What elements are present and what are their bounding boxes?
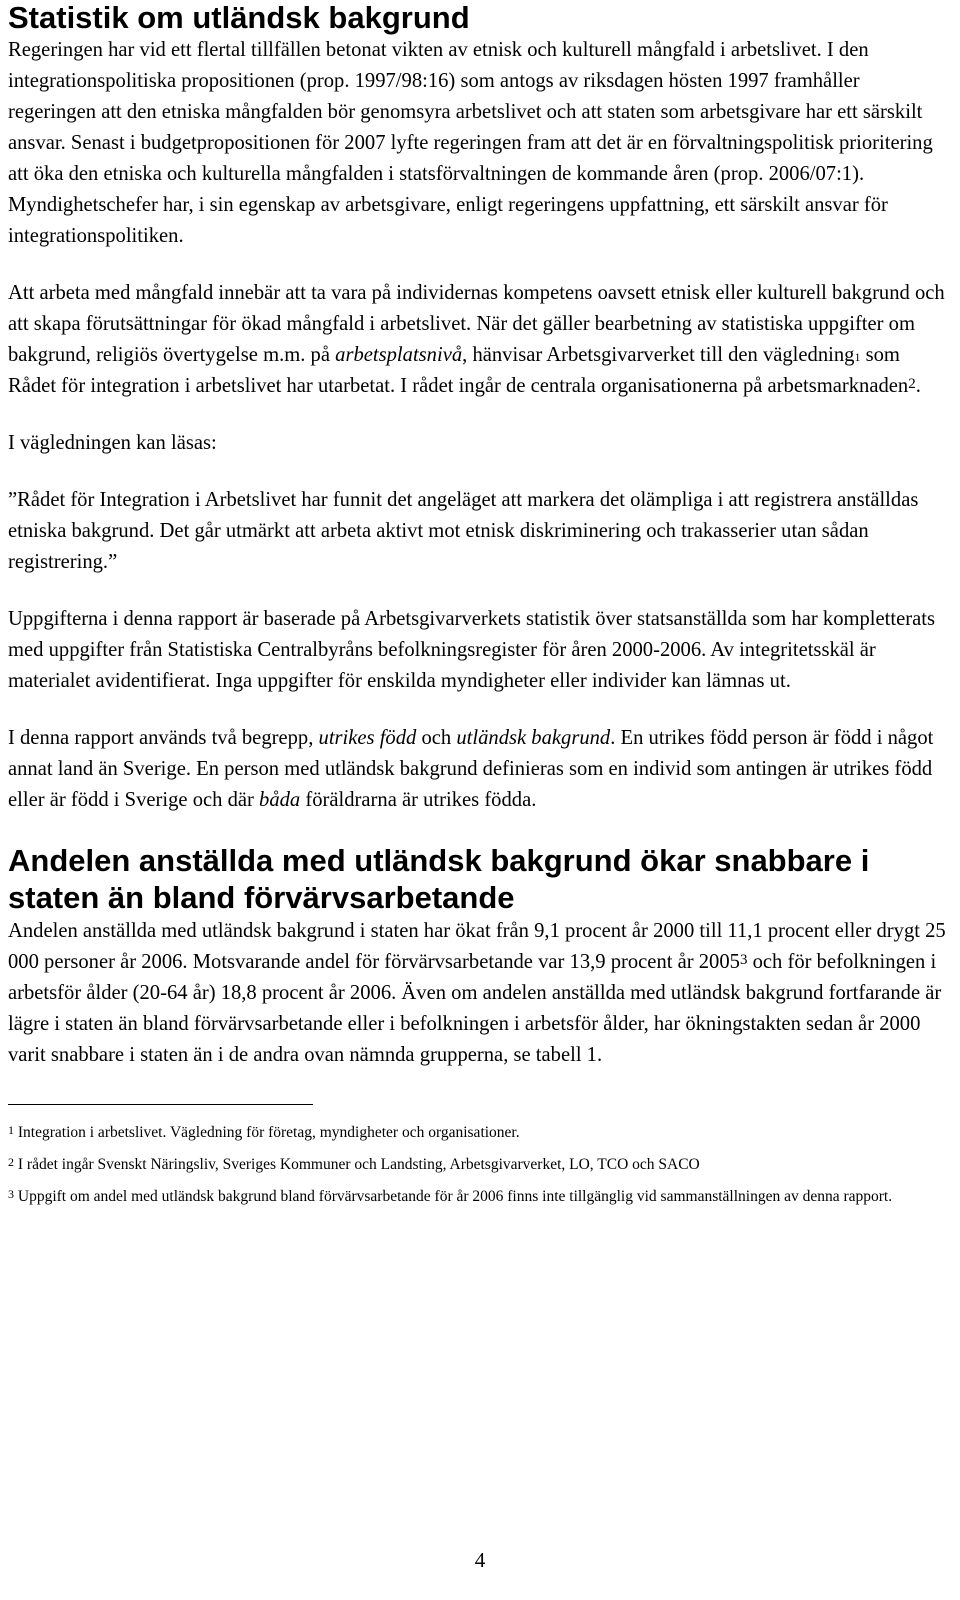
quote-close-mark: ” — [108, 551, 118, 573]
block-quote: ”Rådet för Integration i Arbetslivet har funnit det angeläget att markera det olämpliga i att registrera anställdas etniska bakgrund. Det går utmärkt att arbeta aktivt mot etnisk diskriminering och trakasserier utan sådan registrering.” — [8, 489, 919, 573]
paragraph: I vägledningen kan läsas: — [8, 432, 217, 454]
footnote-ref: 1 — [854, 350, 861, 364]
footnote: $^2$ I rådet ingår Svenskt Näringsliv, Sveriges Kommuner och Landsting, Arbetsgivarverket, LO, TCO och SACO — [8, 1155, 700, 1173]
section-heading: Statistik om utländsk bakgrund — [8, 0, 470, 35]
footnote: $^3$ Uppgift om andel med utländsk bakgrund bland förvärvsarbetande för år 2006 finns inte tillgänglig vid sammanställningen av denna rapport. — [8, 1187, 893, 1205]
section-heading: Andelen anställda med utländsk bakgrund ökar snabbare i staten än bland förvärvsarbetande — [8, 843, 870, 915]
paragraph: I denna rapport används två begrepp, utrikes född och utländsk bakgrund. En utrikes född person är född i något annat land än Sverige. En person med utländsk bakgrund definieras som en individ som antingen är utrikes född eller är född i Sverige och där båda föräldrarna är utrikes födda. — [8, 727, 934, 811]
paragraph: Andelen anställda med utländsk bakgrund i staten har ökat från 9,1 procent år 2000 till 11,1 procent eller drygt 25 000 personer år 2006. Motsvarande andel för förvärvsarbetande var 13,9 procent år 2005$^3$ och för befolkningen i arbetsför ålder (20-64 år) 18,8 procent år 2006. Även om andelen anställda med utländsk bakgrund fortfarande är lägre i staten än bland förvärvsarbetande eller i befolkningen i arbetsför ålder, har ökningstakten sedan år 2000 varit snabbare i staten än i de andra ovan nämnda grupperna, se tabell 1. — [8, 920, 946, 1066]
paragraph: Att arbeta med mångfald innebär att ta vara på individernas kompetens oavsett etnisk eller kulturell bakgrund och att skapa förutsättningar för ökad mångfald i arbetslivet. När det gäller bearbetning av statistiska uppgifter om bakgrund, religiös övertygelse m.m. på arbetsplatsnivå, hänvisar Arbetsgivarverket till den vägledning$^1$ som Rådet för integration i arbetslivet har utarbetat. I rådet ingår de centrala organisationerna på arbetsmarknaden$^2$. — [8, 282, 945, 397]
paragraph: Uppgifterna i denna rapport är baserade på Arbetsgivarverkets statistik över statsanställda som har kompletterats med uppgifter från Statistiska Centralbyråns befolkningsregister för åren 2000-2006. Av integritetsskäl är materialet avidentifierat. Inga uppgifter för enskilda myndigheter eller individer kan lämnas ut. — [8, 608, 935, 692]
footnote: $^1$ Integration i arbetslivet. Vägledning för företag, myndigheter och organisationer. — [8, 1123, 520, 1141]
footnote-ref: 3 — [739, 952, 748, 968]
footnote-ref: 2 — [908, 376, 916, 392]
document-page — [8, 0, 952, 1213]
paragraph: Regeringen har vid ett flertal tillfällen betonat vikten av etnisk och kulturell mångfald i arbetslivet. I den integrationspolitiska propositionen (prop. 1997/98:16) som antogs av riksdagen hösten 1997 framhåller regeringen att den etniska mångfalden bör genomsyra arbetslivet och att staten som arbetsgivare har ett särskilt ansvar. Senast i budgetpropositionen för 2007 lyfte regeringen fram att det är en förvaltningspolitisk prioritering att öka den etniska och kulturella mångfalden i statsförvaltningen de kommande åren (prop. 2006/07:1). Myndighetschefer har, i sin egenskap av arbetsgivare, enligt regeringens uppfattning, ett särskilt ansvar för integrationspolitiken. — [8, 39, 933, 247]
footnote-divider — [8, 1104, 313, 1105]
quote-open-mark: ” — [8, 489, 18, 511]
page-number: 4 — [474, 1548, 486, 1572]
